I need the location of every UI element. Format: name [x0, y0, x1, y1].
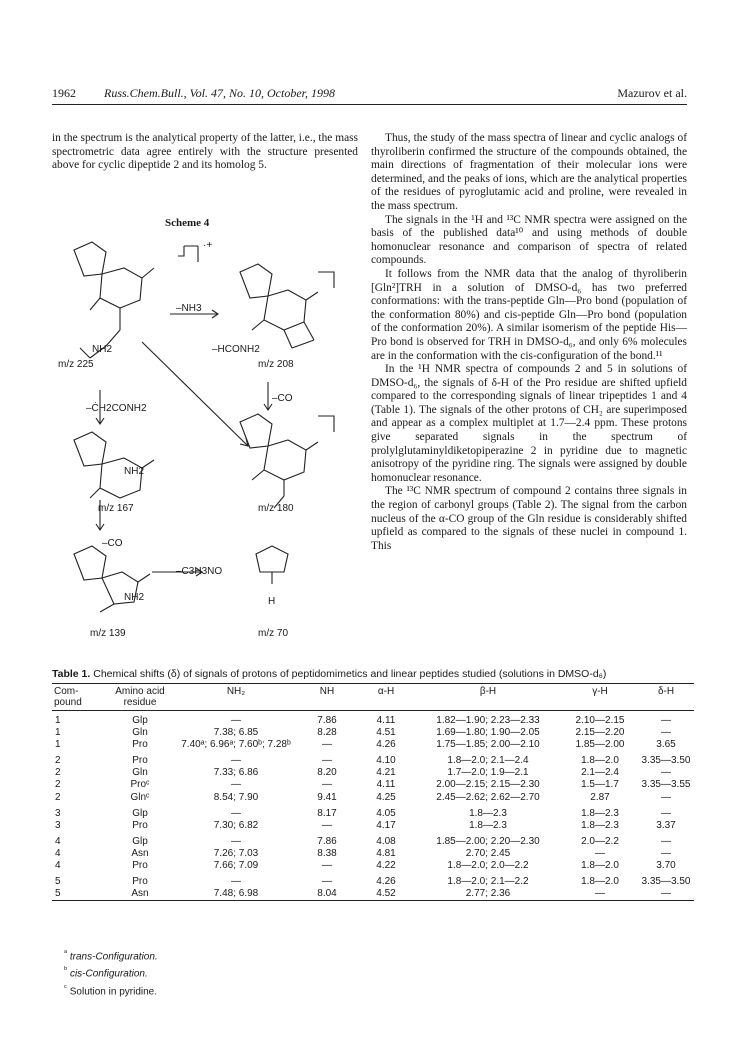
table-cell: 4.81 — [376, 847, 396, 859]
col-header: α-H — [358, 684, 414, 711]
paragraph: In the ¹H NMR spectra of compounds 2 and 5 in solutions of DMSO-d₆, the signals of δ-H of the Pro residue are shifted upfield compared to the corresponding signals of linear tripeptides 1 and 4 (Table 1). The signals of the other protons of CH₂ are superimposed and appear as a complex multiplet at 1.7—2.4 ppm. These protons give separated signals in the spectrum of prolylglutaminyldiketopiperazine 2 in pyridine due to magnetic anisotropy of the pyridine ring. The signals were assigned by double homonuclear resonance. — [371, 363, 687, 484]
footnote: $^ᵃ$ trans-Configuration. — [64, 947, 158, 963]
table-cell: 2.45—2.62; 2.62—2.70 — [436, 791, 540, 803]
table-cell: Gln — [132, 767, 148, 779]
table-cell: 2.0—2.2 — [581, 835, 619, 847]
table-cell: 4.11 — [376, 779, 396, 791]
table-cell: 1.8—2.0 — [581, 755, 619, 767]
table-cell: 7.30; 6.82 — [213, 819, 259, 831]
table-row — [52, 872, 694, 888]
table-cell: 7.66; 7.09 — [213, 860, 259, 872]
table-cell: 1.69—1.80; 1.90—2.05 — [436, 727, 540, 739]
table-cell: 4 — [55, 835, 61, 847]
table-cell: 7.33; 6.86 — [213, 767, 259, 779]
table-cell: 8.54; 7.90 — [213, 791, 259, 803]
table-cell: 1.8—2.3 — [469, 819, 507, 831]
table-row — [52, 779, 694, 791]
table-cell: 4.11 — [376, 715, 396, 726]
table-cell: 4.26 — [376, 739, 396, 751]
table-cell: — — [231, 807, 241, 819]
table-cell: 3 — [55, 819, 61, 831]
table-cell: — — [661, 807, 671, 819]
col-header: γ-H — [562, 684, 638, 711]
table-cell: 4 — [55, 847, 61, 859]
table-cell: Pro — [132, 739, 148, 751]
table-cell: 8.28 — [317, 727, 337, 739]
table-cell: 1.8—2.3 — [469, 807, 507, 819]
authors: Mazurov et al. — [617, 86, 687, 100]
table-cell: 9.41 — [317, 791, 337, 803]
table-cell: Pro — [132, 876, 148, 888]
table-cell: 4.52 — [358, 888, 414, 901]
table-cell: 1.85—2.00 — [575, 739, 625, 751]
table-cell: — — [231, 755, 241, 767]
left-column — [52, 132, 358, 173]
scheme-drawing — [52, 232, 352, 642]
table-row — [52, 804, 694, 820]
table-row — [52, 767, 694, 779]
table-cell: 1.8—2.0; 2.1—2.4 — [447, 755, 529, 767]
table-cell: — — [661, 767, 671, 779]
table-row — [52, 727, 694, 739]
h-label: H — [268, 596, 276, 607]
footnote: $^ᶜ$ Solution in pyridine. — [64, 981, 158, 997]
table-cell: 4.26 — [376, 876, 396, 888]
structure-208 — [240, 264, 334, 348]
table-cell: 7.38; 6.85 — [213, 727, 259, 739]
col-header: δ-H — [638, 684, 694, 711]
table-cell: — — [322, 755, 332, 767]
right-column — [371, 132, 687, 553]
table-cell: 4.51 — [376, 727, 396, 739]
nh2-label: NH2 — [124, 592, 145, 603]
table-cell: 1.82—1.90; 2.23—2.33 — [436, 715, 540, 726]
table-cell: — — [638, 888, 694, 901]
table-cell: Pro — [132, 755, 148, 767]
table-cell: 2.00—2.15; 2.15—2.30 — [436, 779, 540, 791]
table-cell: 2 — [55, 779, 61, 791]
table-cell: Pro — [132, 819, 148, 831]
table-footnotes — [64, 946, 158, 998]
table-cell: 2 — [55, 755, 61, 767]
table-cell: 7.86 — [317, 715, 337, 726]
arrow-hconh2 — [142, 342, 248, 446]
table-row — [52, 888, 694, 901]
structure-180 — [240, 414, 334, 508]
paragraph: Thus, the study of the mass spectra of linear and cyclic analogs of thyroliberin confirmed the structure of the compounds obtained, the main directions of fragmentation of their molecular ions were determined, and the peaks of ions, which are the analytical properties of the residues of pyroglutamic acid and proline, were revealed in the mass spectrum. — [371, 132, 687, 212]
table-row — [52, 820, 694, 832]
mz-139-label: m/z 139 — [90, 628, 126, 639]
table-cell: 1 — [55, 739, 61, 751]
loss-nh3-label: –NH3 — [176, 303, 202, 314]
table-cell: 1.7—2.0; 1.9—2.1 — [447, 767, 529, 779]
table-cell: 2.87 — [590, 791, 610, 803]
loss-co-label: –CO — [102, 538, 123, 549]
nh2-label: NH2 — [92, 344, 113, 355]
table-cell: — — [231, 715, 241, 726]
table-cell: 7.48; 6.98 — [176, 888, 296, 901]
table-cell: — — [661, 727, 671, 739]
table-cell: 3.35—3.50 — [641, 755, 691, 767]
table-cell: 2.1—2.4 — [581, 767, 619, 779]
data-table — [52, 683, 694, 901]
table-cell: Asn — [131, 847, 149, 859]
table-row — [52, 848, 694, 860]
table-row — [52, 739, 694, 751]
page-number: 1962 — [52, 86, 76, 100]
table-cell: 1.75—1.85; 2.00—2.10 — [436, 739, 540, 751]
table-row — [52, 860, 694, 872]
table-cell: 3.37 — [656, 819, 676, 831]
loss-hconh2-label: –HCONH2 — [212, 344, 260, 355]
table-cell: 1 — [55, 727, 61, 739]
table-cell: 2 — [55, 791, 61, 803]
table-cell: Glp — [132, 807, 148, 819]
table-cell: Pro — [132, 860, 148, 872]
paragraph: It follows from the NMR data that the analog of thyroliberin [Gln²]TRH in a solution of DMSO-d₆ has two preferred conformations: with the trans-peptide Gln—Pro bond (population of the conformation 80%) and cis-peptide Gln—Pro bond (population of the conformation 20%). A similar isomerism of the peptide His—Pro bond is observed for TRH in DMSO-d₆, and only 6% molecules are in the conformation with the cis-configuration of the bond.¹¹ — [371, 267, 687, 362]
table-cell: — — [322, 860, 332, 872]
paragraph: in the spectrum is the analytical property of the latter, i.e., the mass spectrometric data agree entirely with the structure presented above for cyclic dipeptide 2 and its homolog 5. — [52, 132, 358, 172]
mz-70-label: m/z 70 — [258, 628, 289, 639]
table-row — [52, 751, 694, 767]
table-cell: 1.8—2.0 — [581, 876, 619, 888]
col-header: NH₂ — [176, 684, 296, 711]
paragraph: The signals in the ¹H and ¹³C NMR spectra were assigned on the basis of the published data¹⁰ and using methods of double homonuclear resonance and comparison of spectra of related compounds. — [371, 213, 687, 267]
table-cell: 2.10—2.15 — [575, 715, 625, 726]
scheme-title: Scheme 4 — [165, 217, 210, 229]
table-cell: 4.21 — [376, 767, 396, 779]
table-cell: 8.17 — [317, 807, 337, 819]
loss-ch2conh2-label: –ĊH2CONH2 — [86, 403, 147, 414]
table-cell: 2.77; 2.36 — [414, 888, 562, 901]
table-cell: 5 — [52, 888, 104, 901]
table-label: Table 1. — [52, 668, 91, 680]
table-cell: 7.86 — [317, 835, 337, 847]
running-header — [52, 86, 687, 104]
table-cell: 1 — [55, 715, 61, 726]
table-cell: — — [595, 847, 605, 859]
table-row — [52, 711, 694, 728]
table-cell: Glp — [132, 835, 148, 847]
loss-c3h3no-label: –C3H3NO — [176, 566, 223, 577]
table-cell: 1.85—2.00; 2.20—2.30 — [436, 835, 540, 847]
mz-180-label: m/z 180 — [258, 503, 294, 514]
table-caption — [52, 668, 692, 680]
table-caption-text: Chemical shifts (δ) of signals of protons of peptidomimetics and linear peptides studied (solutions in DMSO-d₆) — [93, 668, 607, 680]
col-header: NH — [296, 684, 358, 711]
structure-167 — [74, 432, 154, 498]
radical-cation-mark: ·+ — [203, 240, 213, 251]
table-cell: — — [661, 791, 671, 803]
table-cell: — — [322, 739, 332, 751]
table-cell: — — [661, 835, 671, 847]
table-cell: 7.26; 7.03 — [213, 847, 259, 859]
footnote: $^ᵇ$ cis-Configuration. — [64, 964, 148, 980]
table-cell: 3.35—3.50 — [641, 876, 691, 888]
table-row — [52, 832, 694, 848]
table-cell: 2 — [55, 767, 61, 779]
table-cell: — — [562, 888, 638, 901]
col-header: Amino acid residue — [104, 684, 176, 711]
table-cell: 2.15—2.20 — [575, 727, 625, 739]
nh2-label: NH2 — [124, 466, 145, 477]
col-header: β-H — [414, 684, 562, 711]
table-cell: Gln — [132, 727, 148, 739]
table-cell: 1.8—2.3 — [581, 819, 619, 831]
table-cell: 1.8—2.0; 2.0—2.2 — [447, 860, 529, 872]
table-cell: — — [231, 876, 241, 888]
table-cell: — — [661, 715, 671, 726]
table-cell: 3.65 — [656, 739, 676, 751]
col-header: Com- pound — [52, 684, 104, 711]
table-cell: 8.20 — [317, 767, 337, 779]
table-cell: — — [231, 835, 241, 847]
table-row — [52, 792, 694, 804]
table-cell: 7.40ᵃ; 6.96ᵃ; 7.60ᵇ; 7.28ᵇ — [181, 739, 291, 751]
table-cell: Glnᶜ — [130, 791, 150, 803]
table-cell: 4 — [55, 860, 61, 872]
mz-167-label: m/z 167 — [98, 503, 134, 514]
table-cell: 2.70; 2.45 — [465, 847, 511, 859]
table-cell: 4.17 — [376, 819, 396, 831]
table-cell: 5 — [55, 876, 61, 888]
table-cell: 4.08 — [376, 835, 396, 847]
table-cell: 1.8—2.3 — [581, 807, 619, 819]
table-cell: 1.8—2.0; 2.1—2.2 — [447, 876, 529, 888]
paragraph: The ¹³C NMR spectrum of compound 2 contains three signals in the region of carbonyl groups (Table 2). The signal from the carbon nucleus of the α-CO group of the Gln residue is considerably shifted upfield as compared to the signals of these nuclei in compound 1. This — [371, 485, 687, 552]
table-cell: Glp — [132, 715, 148, 726]
structure-70 — [256, 546, 288, 584]
table-cell: 1.5—1.7 — [581, 779, 619, 791]
table-cell: 8.04 — [296, 888, 358, 901]
table-cell: — — [322, 779, 332, 791]
loss-co-label: –CO — [272, 393, 293, 404]
table-cell: 3.35—3.55 — [641, 779, 691, 791]
mz-225-label: m/z 225 — [58, 359, 94, 370]
table-cell: 4.10 — [376, 755, 396, 767]
table-cell: Proᶜ — [130, 779, 150, 791]
header-rule — [52, 104, 687, 105]
table-cell: — — [231, 779, 241, 791]
mz-208-label: m/z 208 — [258, 359, 294, 370]
structure-225 — [74, 242, 198, 358]
table-cell: — — [322, 876, 332, 888]
table-cell: 1.8—2.0 — [581, 860, 619, 872]
table-cell: 4.05 — [376, 807, 396, 819]
table-cell: 4.22 — [376, 860, 396, 872]
table-cell: 8.38 — [317, 847, 337, 859]
journal-citation: Russ.Chem.Bull., Vol. 47, No. 10, October, 1998 — [104, 86, 335, 100]
table-cell: — — [322, 819, 332, 831]
table-cell: 3 — [55, 807, 61, 819]
table-cell: Asn — [104, 888, 176, 901]
table-cell: 4.25 — [376, 791, 396, 803]
table-cell: — — [661, 847, 671, 859]
table-cell: 3.70 — [656, 860, 676, 872]
